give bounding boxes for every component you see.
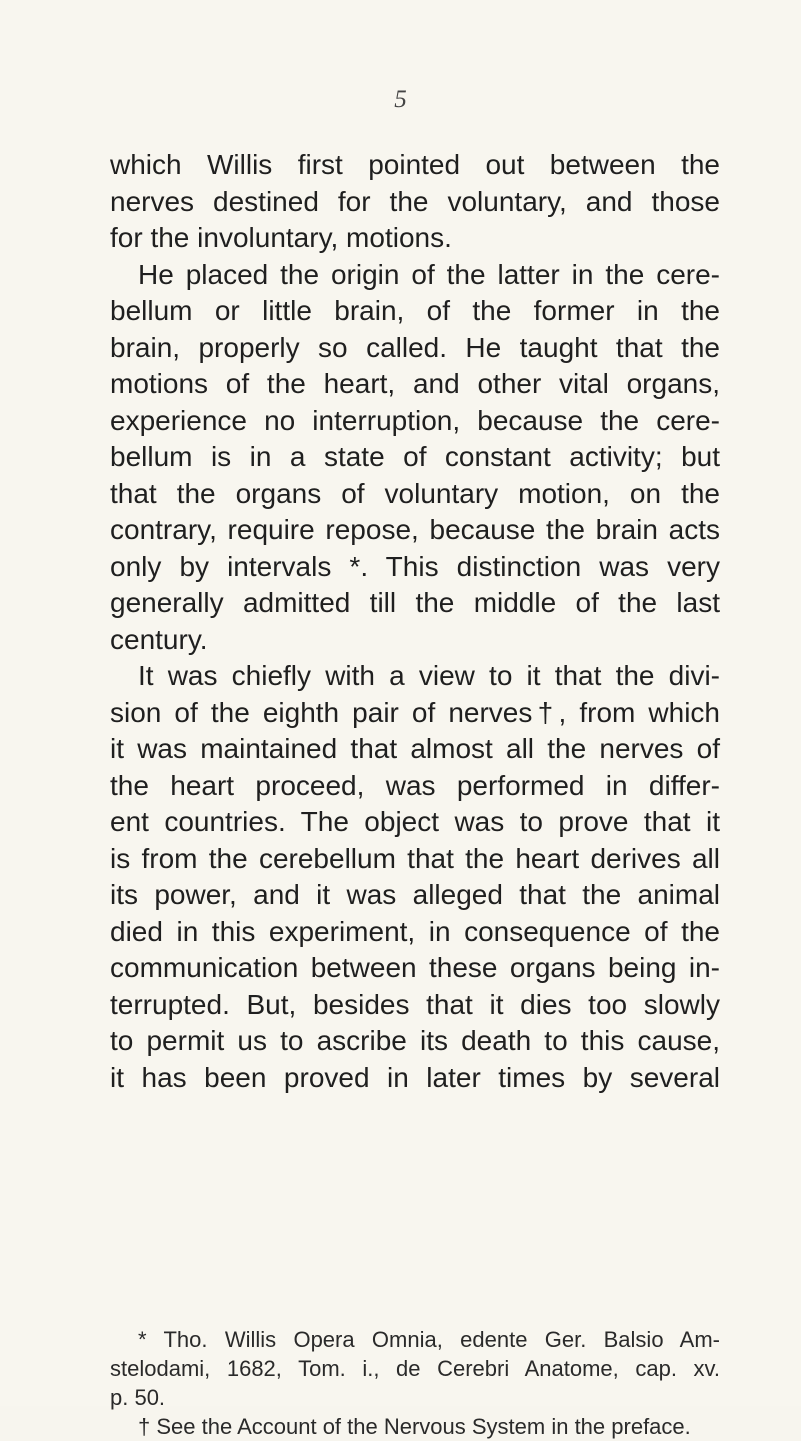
footnote-line: p. 50. <box>110 1385 166 1410</box>
body-line: He placed the origin of the latter in the cere- <box>138 258 720 290</box>
body-line: sion of the eighth pair of nerves†, from which <box>110 696 720 728</box>
footnote-line: * Tho. Willis Opera Omnia, edente Ger. Balsio Am- <box>138 1327 720 1352</box>
body-line: it has been proved in later times by several <box>110 1061 720 1093</box>
body-line: that the organs of voluntary motion, on the <box>110 477 720 509</box>
body-line: ent countries. The object was to prove that it <box>110 806 720 837</box>
body-line: It was chiefly with a view to it that the divi- <box>138 660 720 691</box>
body-line: died in this experiment, in consequence of the <box>110 915 720 947</box>
page-number: 5 <box>394 86 407 113</box>
footnote-line: stelodami, 1682, Tom. i., de Cerebri Anatome, cap. xv. <box>110 1356 720 1381</box>
body-line: century. <box>110 623 208 655</box>
body-line: brain, properly so called. He taught that the <box>110 331 720 363</box>
body-line: nerves destined for the voluntary, and those <box>110 185 720 217</box>
body-line: is from the cerebellum that the heart derives all <box>110 842 720 874</box>
body-line: to permit us to ascribe its death to this cause, <box>110 1025 720 1056</box>
body-line: contrary, require repose, because the brain acts <box>110 514 720 545</box>
body-line: it was maintained that almost all the nerves of <box>110 733 720 764</box>
footnotes <box>110 1325 720 1441</box>
body-line: motions of the heart, and other vital organs, <box>110 368 720 399</box>
body-line: communication between these organs being in- <box>110 952 720 983</box>
body-line: bellum or little brain, of the former in the <box>110 295 720 326</box>
body-line: which Willis first pointed out between the <box>110 149 720 180</box>
body-line: generally admitted till the middle of the last <box>110 587 720 618</box>
body-line: terrupted. But, besides that it dies too slowly <box>110 988 720 1020</box>
footnote-line: † See the Account of the Nervous System in the preface. <box>138 1414 691 1439</box>
body-line: experience no interruption, because the cere- <box>110 404 720 436</box>
body-text <box>110 147 720 1096</box>
body-line: only by intervals *. This distinction was very <box>110 550 720 582</box>
body-line: its power, and it was alleged that the animal <box>110 879 720 910</box>
body-line: the heart proceed, was performed in differ- <box>110 769 720 801</box>
body-line: for the involuntary, motions. <box>110 222 452 253</box>
body-line: bellum is in a state of constant activity; but <box>110 441 720 472</box>
